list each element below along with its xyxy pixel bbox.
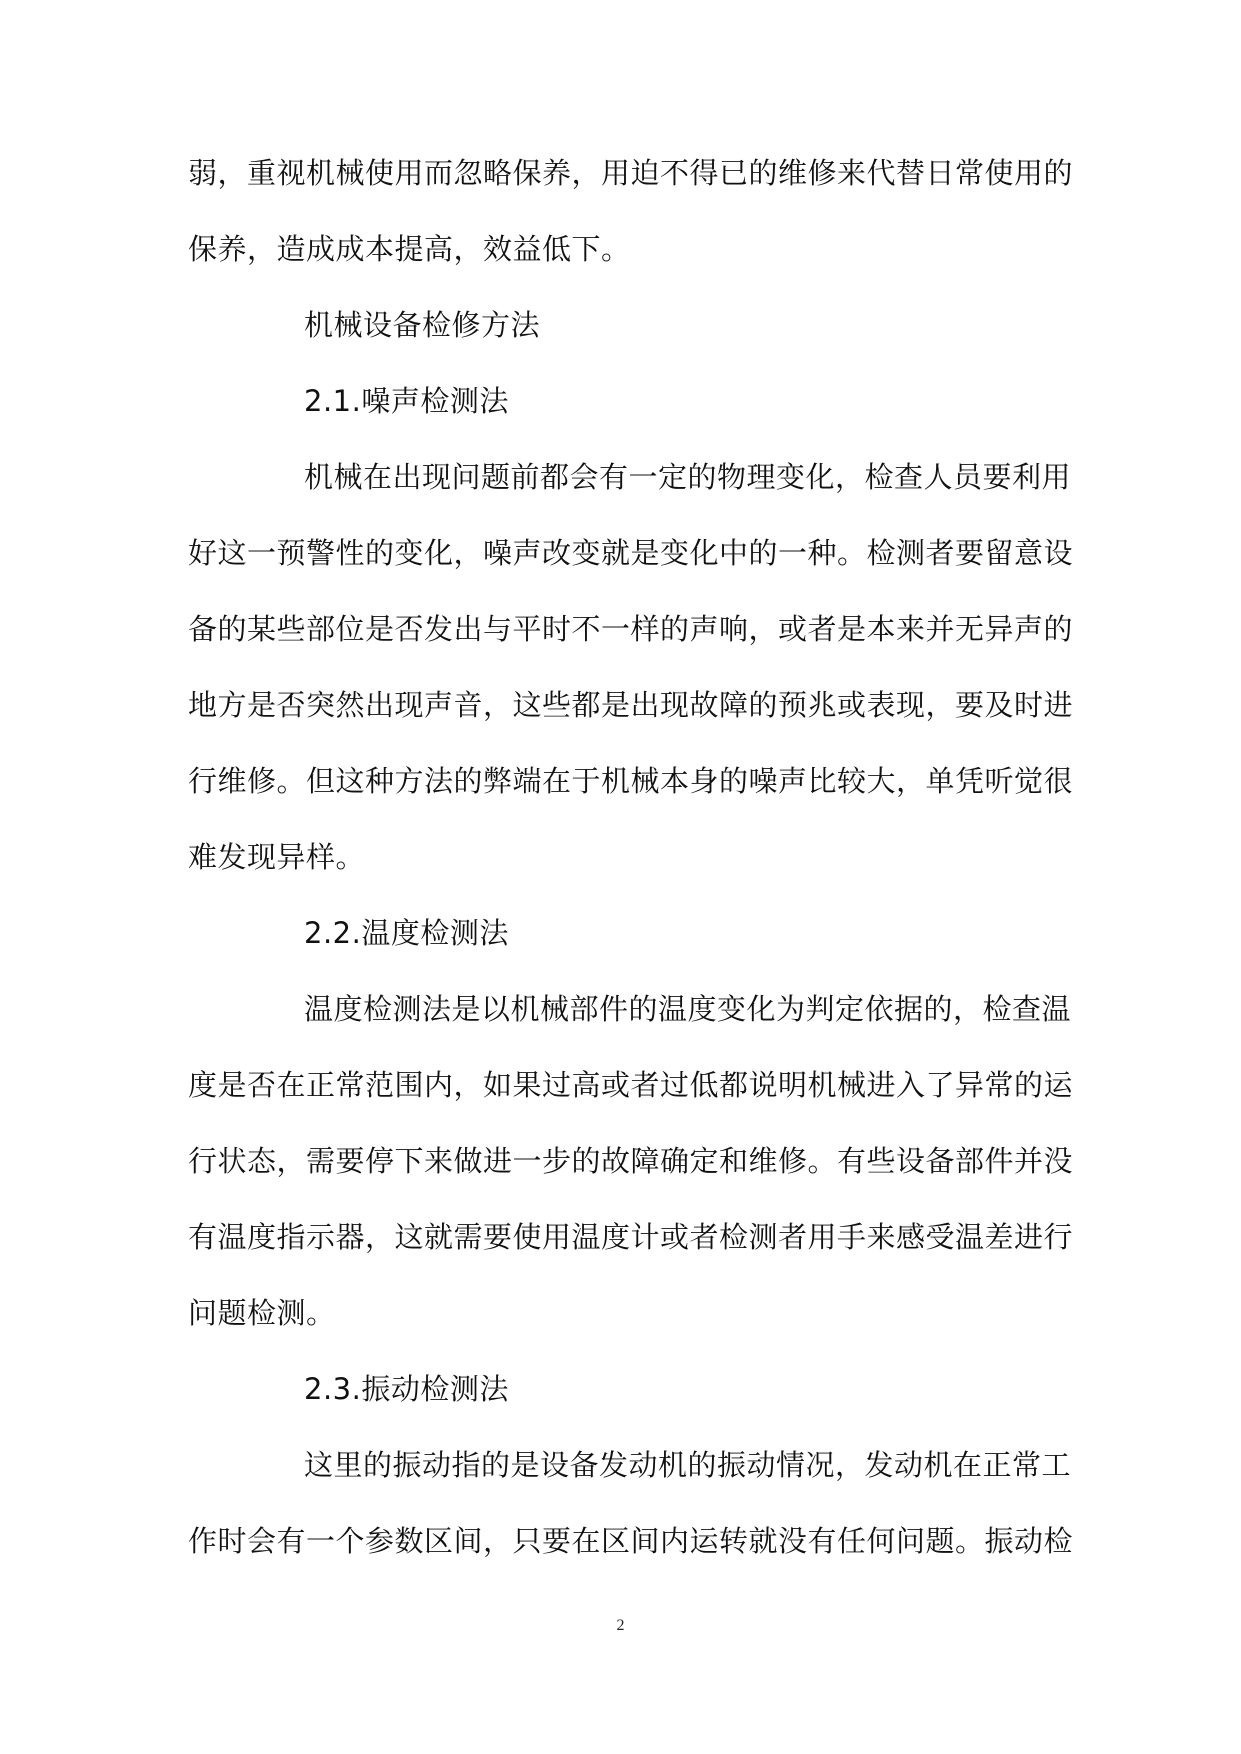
text-line: 2.2.温度检测法 bbox=[304, 916, 509, 950]
text-line: 有温度指示器，这就需要使用温度计或者检测者用手来感受温差进行 bbox=[188, 1220, 1074, 1254]
text-line: 机械设备检修方法 bbox=[304, 308, 541, 342]
text-line: 好这一预警性的变化，噪声改变就是变化中的一种。检测者要留意设 bbox=[188, 536, 1074, 570]
text-line: 保养，造成成本提高，效益低下。 bbox=[188, 232, 631, 266]
text-line: 行状态，需要停下来做进一步的故障确定和维修。有些设备部件并没 bbox=[188, 1144, 1074, 1178]
text-line: 这里的振动指的是设备发动机的振动情况，发动机在正常工 bbox=[304, 1448, 1072, 1482]
text-line: 地方是否突然出现声音，这些都是出现故障的预兆或表现，要及时进 bbox=[188, 688, 1074, 722]
page-number: 2 bbox=[616, 1617, 625, 1634]
text-line: 备的某些部位是否发出与平时不一样的声响，或者是本来并无异声的 bbox=[188, 612, 1074, 646]
text-line: 2.3.振动检测法 bbox=[304, 1372, 509, 1406]
text-line: 度是否在正常范围内，如果过高或者过低都说明机械进入了异常的运 bbox=[188, 1068, 1074, 1102]
text-line: 2.1.噪声检测法 bbox=[304, 384, 509, 418]
text-line: 作时会有一个参数区间，只要在区间内运转就没有任何问题。振动检 bbox=[188, 1524, 1074, 1558]
text-line: 问题检测。 bbox=[188, 1296, 336, 1330]
text-line: 机械在出现问题前都会有一定的物理变化，检查人员要利用 bbox=[304, 460, 1072, 494]
body-text bbox=[188, 143, 1074, 1587]
text-line: 行维修。但这种方法的弊端在于机械本身的噪声比较大，单凭听觉很 bbox=[188, 764, 1074, 798]
text-line: 难发现异样。 bbox=[188, 840, 366, 874]
text-line: 弱，重视机械使用而忽略保养，用迫不得已的维修来代替日常使用的 bbox=[188, 156, 1074, 190]
text-line: 温度检测法是以机械部件的温度变化为判定依据的，检查温 bbox=[304, 992, 1072, 1026]
